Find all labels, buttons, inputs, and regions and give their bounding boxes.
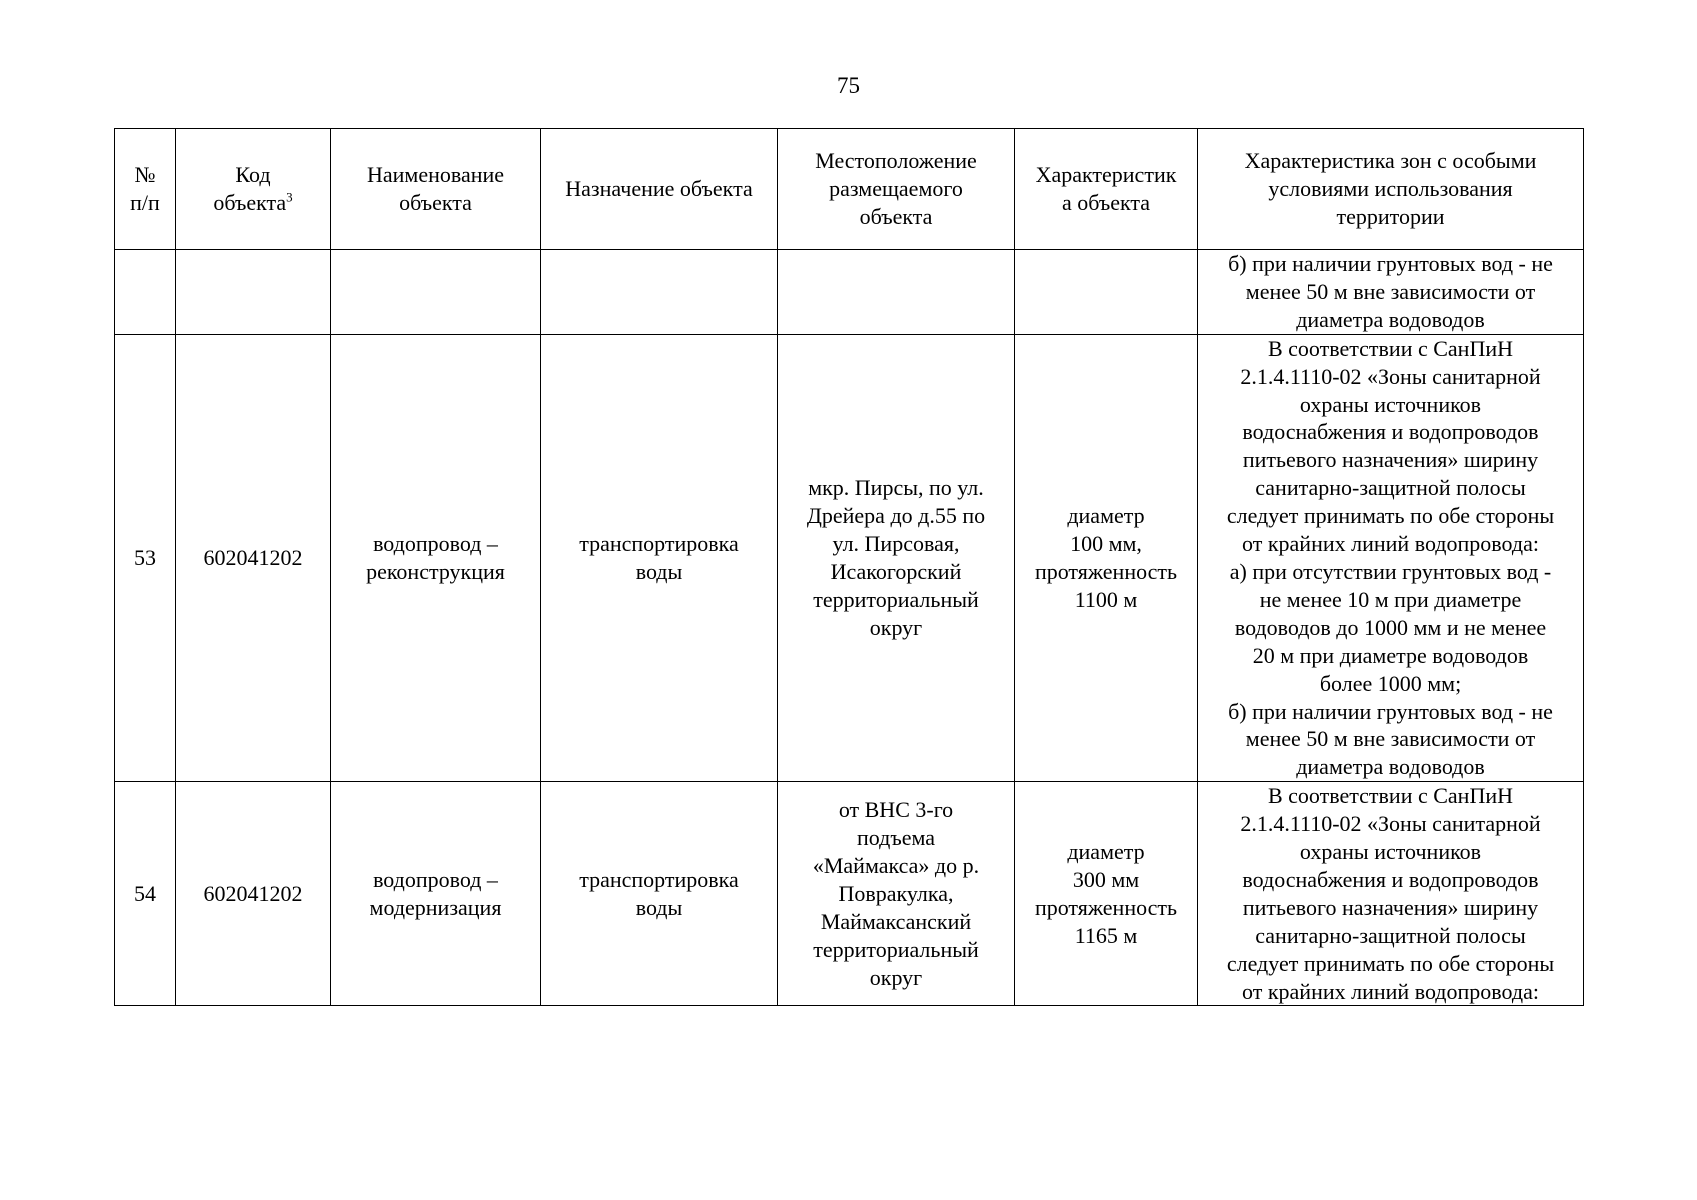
cell-purpose xyxy=(541,250,778,335)
header-num: № п/п xyxy=(115,129,176,250)
header-code: Код объекта$^3$ xyxy=(176,129,331,250)
table-row-53 xyxy=(115,334,1584,782)
cell-location: мкр. Пирсы, по ул. Дрейера до д.55 по ул. Пирсовая, Исакогорский территориальный округ xyxy=(778,334,1015,782)
cell-location xyxy=(778,250,1015,335)
cell-characteristics: диаметр 300 мм протяженность 1165 м xyxy=(1015,782,1198,1006)
header-row xyxy=(115,129,1584,250)
header-purpose: Назначение объекта xyxy=(541,129,778,250)
objects-table xyxy=(114,128,1584,1006)
cell-num xyxy=(115,250,176,335)
cell-code: 602041202 xyxy=(176,782,331,1006)
header-characteristics: Характеристик а объекта xyxy=(1015,129,1198,250)
cell-name: водопровод – модернизация xyxy=(331,782,541,1006)
cell-num: 53 xyxy=(115,334,176,782)
header-name: Наименование объекта xyxy=(331,129,541,250)
page-number: 75 xyxy=(837,73,860,98)
cell-characteristics: диаметр 100 мм, протяженность 1100 м xyxy=(1015,334,1198,782)
cell-purpose: транспортировка воды xyxy=(541,334,778,782)
footnote-marker: 3 xyxy=(286,189,293,205)
cell-name: водопровод – реконструкция xyxy=(331,334,541,782)
cell-zones: В соответствии с СанПиН 2.1.4.1110-02 «Зоны санитарной охраны источников водоснабжения и водопроводов питьевого назначения» ширину санитарно-защитной полосы следует принимать по обе стороны от крайних линий водопровода: xyxy=(1198,782,1584,1006)
header-location: Местоположение размещаемого объекта xyxy=(778,129,1015,250)
cell-purpose: транспортировка воды xyxy=(541,782,778,1006)
cell-zones: б) при наличии грунтовых вод - не менее 50 м вне зависимости от диаметра водоводов xyxy=(1198,250,1584,335)
cell-characteristics xyxy=(1015,250,1198,335)
table-row-54 xyxy=(115,782,1584,1006)
cell-name xyxy=(331,250,541,335)
cell-num: 54 xyxy=(115,782,176,1006)
cell-code: 602041202 xyxy=(176,334,331,782)
cell-zones: В соответствии с СанПиН 2.1.4.1110-02 «Зоны санитарной охраны источников водоснабжения и водопроводов питьевого назначения» ширину санитарно-защитной полосы следует принимать по обе стороны от крайних линий водопровода: а) при отсутствии грунтовых вод - не менее 10 м при диаметре водоводов до 1000 мм и не менее 20 м при диаметре водоводов более 1000 мм; б) при наличии грунтовых вод - не менее 50 м вне зависимости от диаметра водоводов xyxy=(1198,334,1584,782)
cell-code xyxy=(176,250,331,335)
table-row-continuation xyxy=(115,250,1584,335)
cell-location: от ВНС 3-го подъема «Маймакса» до р. Повракулка, Маймаксанский территориальный округ xyxy=(778,782,1015,1006)
header-zones: Характеристика зон с особыми условиями использования территории xyxy=(1198,129,1584,250)
